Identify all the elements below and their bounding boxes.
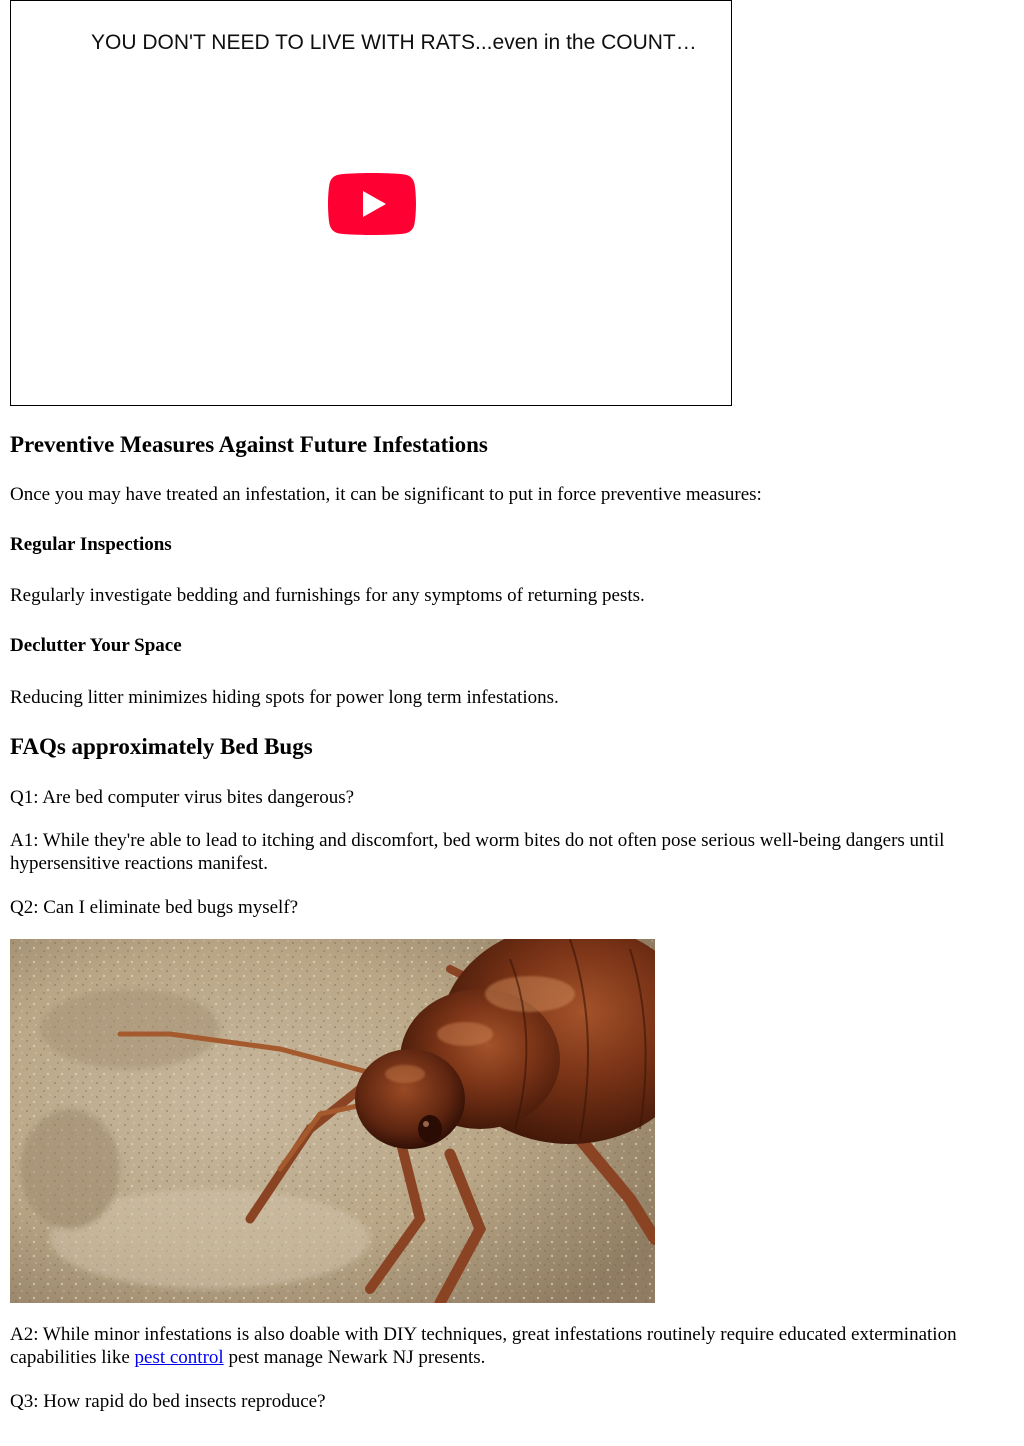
faq-a2 (10, 1323, 1010, 1369)
faq-q3: Q3: How rapid do bed insects reproduce? (10, 1391, 326, 1412)
regular-inspections-text: Regularly investigate bedding and furnishings for any symptoms of returning pests. (10, 585, 645, 606)
video-embed[interactable] (10, 0, 732, 406)
bed-bug-macro-photo (10, 939, 655, 1303)
faq-a2-text-after: pest manage Newark NJ presents. (223, 1347, 486, 1368)
pest-control-link[interactable]: pest control (134, 1347, 224, 1368)
faq-q1: Q1: Are bed computer virus bites dangerous? (10, 787, 355, 808)
faq-a1: A1: While they're able to lead to itching and discomfort, bed worm bites do not often pose serious well-being dangers until hypersensitive reactions manifest. (10, 830, 945, 874)
faq-q2: Q2: Can I eliminate bed bugs myself? (10, 897, 299, 918)
faq-a2-text-before: A2: While minor infestations is also doable with DIY techniques, great infestations routinely require educated extermination capabilities like (10, 1324, 957, 1368)
declutter-text: Reducing litter minimizes hiding spots for power long term infestations. (10, 687, 559, 708)
faq-heading: FAQs approximately Bed Bugs (10, 734, 313, 759)
bed-bug-photo (10, 939, 655, 1303)
video-title[interactable]: YOU DON'T NEED TO LIVE WITH RATS...even in the COUNT… (91, 31, 697, 54)
declutter-heading: Declutter Your Space (10, 635, 182, 656)
youtube-play-icon[interactable] (328, 173, 416, 235)
regular-inspections-heading: Regular Inspections (10, 534, 172, 555)
preventive-intro: Once you may have treated an infestation, it can be significant to put in force preventive measures: (10, 484, 762, 505)
preventive-heading: Preventive Measures Against Future Infestations (10, 432, 488, 457)
